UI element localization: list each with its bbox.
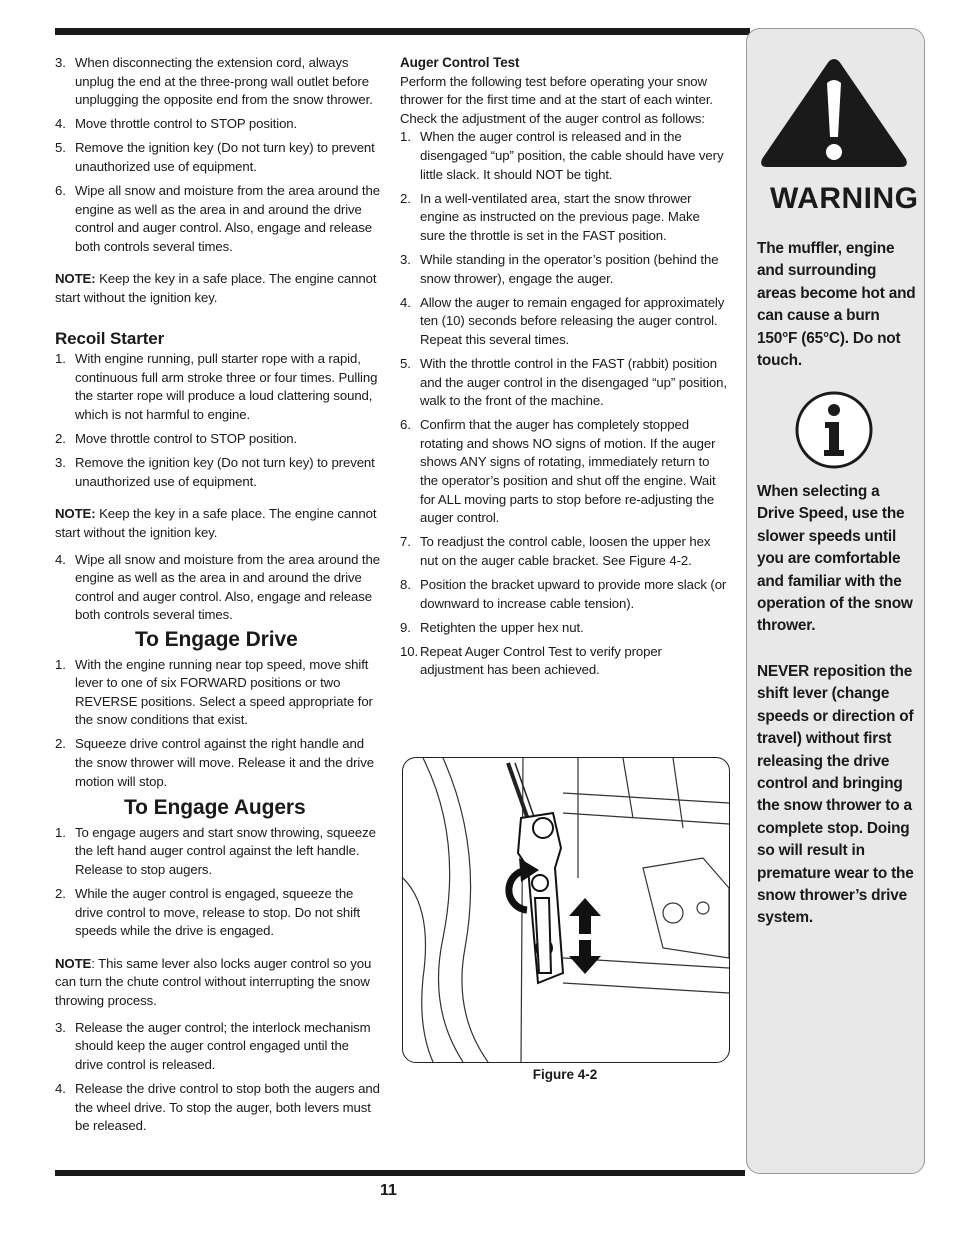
list-item-text: With the throttle control in the FAST (rabbit) position and the auger control in the disengaged “up” position, walk to the front of the machine. <box>420 355 727 409</box>
list-item <box>55 350 380 424</box>
engage-drive-heading: To Engage Drive <box>135 627 298 651</box>
warning-title: WARNING <box>770 182 919 215</box>
list-item-text: When the auger control is released and in the disengaged “up” position, the cable should have very little slack. It should NOT be tight. <box>420 129 724 182</box>
list-item-text: With the engine running near top speed, move shift lever to one of six FORWARD positions or two REVERSE positions. Select a speed appropriate for the snow conditions that exist. <box>75 656 373 728</box>
list-item-text: While the auger control is engaged, squeeze the drive control to move, release to stop. Do not shift speeds while the drive is engaged. <box>75 886 361 939</box>
list-item <box>55 735 380 791</box>
auger-test-column <box>400 54 728 685</box>
list-item-number: 6. <box>55 183 66 199</box>
list-item <box>55 182 380 256</box>
list-item-number: 4. <box>400 294 411 310</box>
left-column <box>55 54 380 1141</box>
list-item <box>55 454 380 491</box>
list-item <box>400 128 728 184</box>
auger-test-intro: Perform the following test before operating your snow thrower for the first time and at the start of each winter. Check the adjustment of the auger control as follows: <box>400 73 713 126</box>
list-item-text: Wipe all snow and moisture from the area around the engine as well as the area in and around the drive control and auger control. Also, engage and release both controls several times. <box>75 551 380 623</box>
list-item-number: 9. <box>400 619 411 635</box>
list-item <box>400 576 728 613</box>
key-note-1: NOTE: Keep the key in a safe place. The engine cannot start without the ignition key. <box>55 271 377 306</box>
list-item <box>55 1019 380 1075</box>
recoil-starter-heading: Recoil Starter <box>55 328 165 348</box>
wipe-steps <box>55 551 380 625</box>
list-item-text: Squeeze drive control against the right handle and the snow thrower will move. Release it and the drive motion will stop. <box>75 736 374 789</box>
list-item-text: Repeat Auger Control Test to verify proper adjustment has been achieved. <box>420 643 662 678</box>
list-item <box>400 619 728 638</box>
list-item <box>400 251 728 288</box>
release-steps <box>55 1019 380 1136</box>
list-item-text: Retighten the upper hex nut. <box>420 619 584 635</box>
top-rule <box>55 28 750 35</box>
list-item-text: To engage augers and start snow throwing, squeeze the left hand auger control against the left handle. Release to stop augers. <box>75 824 376 877</box>
list-item-number: 3. <box>55 455 66 471</box>
auger-steps <box>55 824 380 941</box>
list-item <box>400 294 728 350</box>
list-item <box>55 139 380 176</box>
list-item-text: Confirm that the auger has completely stopped rotating and shows NO signs of motion. If the auger shows ANY signs of rotating, immediately return to the operator’s position and shut off the engine. Wait for ALL moving parts to stop before re-adjusting the auger control. <box>420 417 716 526</box>
list-item-number: 3. <box>400 251 411 267</box>
page-number: 11 <box>380 1182 397 1199</box>
list-item <box>400 533 728 570</box>
list-item-number: 4. <box>55 116 66 132</box>
list-item <box>55 430 380 449</box>
list-item-number: 8. <box>400 576 411 592</box>
list-item-number: 2. <box>55 431 66 447</box>
list-item <box>55 885 380 941</box>
list-item <box>400 190 728 246</box>
list-item <box>400 643 728 680</box>
list-item-number: 1. <box>55 656 66 672</box>
engage-augers-heading: To Engage Augers <box>124 796 306 820</box>
auger-test-heading: Auger Control Test <box>400 55 520 70</box>
list-item-text: Move throttle control to STOP position. <box>75 116 298 132</box>
list-item-number: 3. <box>55 1019 66 1035</box>
list-item-text: Remove the ignition key (Do not turn key) to prevent unauthorized use of equipment. <box>75 140 375 174</box>
list-item <box>55 115 380 134</box>
list-item <box>400 355 728 411</box>
warning-triangle-icon <box>758 55 910 171</box>
list-item-number: 1. <box>400 129 411 145</box>
list-item-text: In a well-ventilated area, start the snow thrower engine as instructed on the previous page. Make sure the throttle is set in the FAST position. <box>420 190 700 243</box>
list-item-number: 2. <box>400 190 411 206</box>
list-item-number: 2. <box>55 886 66 902</box>
list-item-text: While standing in the operator’s position (behind the snow thrower), engage the auger. <box>420 251 719 286</box>
list-item <box>55 656 380 730</box>
list-item-number: 5. <box>55 140 66 156</box>
auger-bracket-illustration <box>403 758 729 1062</box>
list-item <box>55 551 380 625</box>
figure-4-2 <box>402 757 730 1063</box>
list-item-number: 2. <box>55 736 66 752</box>
key-note-2: NOTE: Keep the key in a safe place. The engine cannot start without the ignition key. <box>55 506 377 540</box>
list-item-text: When disconnecting the extension cord, always unplug the end at the three-prong wall outlet before unplugging the opposite end from the snow thrower. <box>75 55 373 108</box>
bottom-rule <box>55 1170 745 1176</box>
list-item-text: Wipe all snow and moisture from the area around the engine as well as the area in and around the drive control and auger control. Also, engage and release both controls several times. <box>75 183 380 254</box>
list-item-number: 5. <box>400 355 411 371</box>
drive-speed-info-text: When selecting a Drive Speed, use the slower speeds until you are comfortable and familiar with the operation of the snow thrower. <box>757 483 913 635</box>
list-item-text: Release the auger control; the interlock mechanism should keep the auger control engaged until the drive control is released. <box>75 1019 371 1072</box>
auger-test-steps <box>400 128 728 680</box>
shift-lever-info-text: NEVER reposition the shift lever (change speeds or direction of travel) without first releasing the drive control and bringing the snow thrower to a complete stop. Doing so will result in premature wear to the snow thrower’s drive system. <box>757 663 914 927</box>
list-item <box>55 54 380 110</box>
list-item-text: Move throttle control to STOP position. <box>75 431 298 447</box>
list-item-number: 10. <box>400 643 419 659</box>
lever-note: NOTE: This same lever also locks auger control so you can turn the chute control without interrupting the snow throwing process. <box>55 955 372 1009</box>
list-item <box>55 824 380 880</box>
recoil-steps <box>55 350 380 491</box>
info-icon <box>794 390 874 470</box>
list-item <box>400 416 728 528</box>
list-item-number: 7. <box>400 534 411 550</box>
list-item-text: Remove the ignition key (Do not turn key) to prevent unauthorized use of equipment. <box>75 455 375 489</box>
list-item-text: To readjust the control cable, loosen the upper hex nut on the auger cable bracket. See Figure 4-2. <box>420 534 711 568</box>
list-item-number: 1. <box>55 824 66 840</box>
list-item-number: 4. <box>55 551 66 567</box>
burn-warning-text: The muffler, engine and surrounding areas become hot and can cause a burn 150°F (65°C). Do not touch. <box>757 240 916 370</box>
list-item <box>55 1080 380 1136</box>
list-item-text: Allow the auger to remain engaged for approximately ten (10) seconds before releasing the auger control. Repeat this several times. <box>420 294 725 347</box>
list-item-number: 1. <box>55 351 66 367</box>
list-item-text: Release the drive control to stop both the augers and the wheel drive. To stop the auger, both levers must be released. <box>75 1080 380 1134</box>
drive-steps <box>55 656 380 792</box>
list-item-text: Position the bracket upward to provide more slack (or downward to increase cable tension). <box>420 576 727 611</box>
figure-caption: Figure 4-2 <box>532 1067 598 1082</box>
disconnect-steps <box>55 54 380 256</box>
list-item-text: With engine running, pull starter rope with a rapid, continuous full arm stroke three or four times. Pulling the starter rope will produce a loud clattering sound, which is not harmful to engine. <box>75 351 378 422</box>
list-item-number: 3. <box>55 55 66 70</box>
up-down-arrow-icon <box>569 898 601 974</box>
list-item-number: 6. <box>400 417 411 433</box>
list-item-number: 4. <box>55 1080 66 1096</box>
